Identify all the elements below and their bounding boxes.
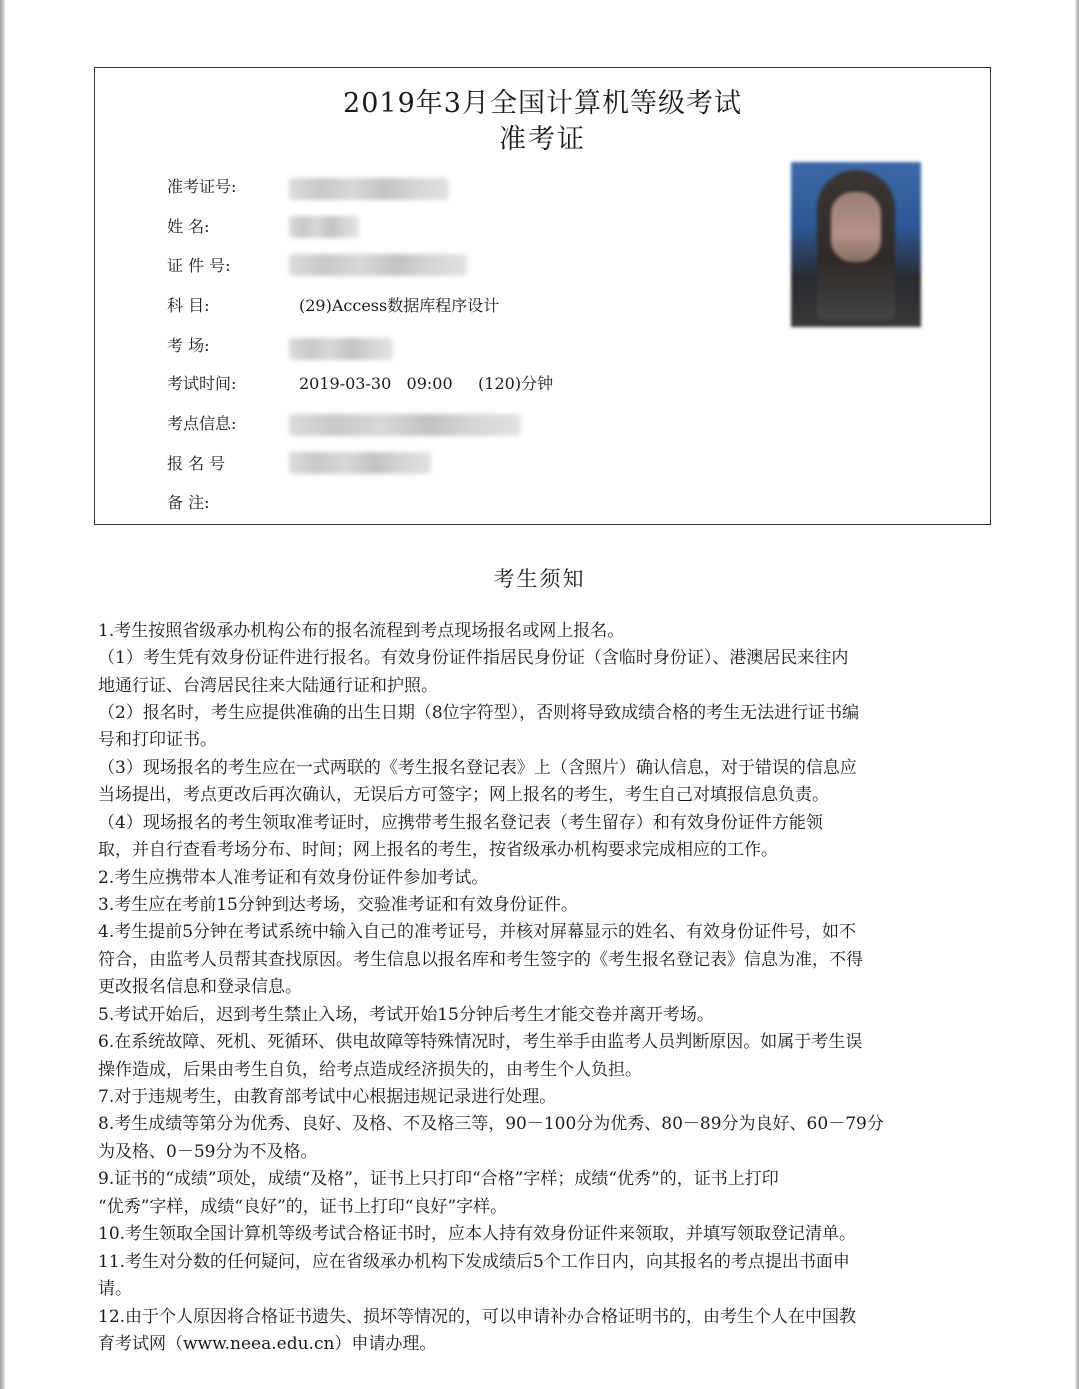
- notice-line: 地通行证、台湾居民往来大陆通行证和护照。: [98, 676, 438, 696]
- field-label-subject: 科 目:: [167, 296, 210, 315]
- redacted-exam-room: [289, 338, 393, 360]
- notice-line: “优秀”字样，成绩“良好”的，证书上打印“良好”字样。: [98, 1197, 508, 1217]
- field-label-remarks: 备 注:: [167, 493, 210, 512]
- notice-line: 1.考生按照省级承办机构公布的报名流程到考点现场报名或网上报名。: [98, 621, 625, 641]
- field-label-registration-number: 报 名 号: [167, 454, 226, 473]
- field-label-name: 姓 名:: [167, 217, 210, 236]
- field-label-exam-time: 考试时间:: [167, 374, 237, 393]
- notice-line: 请。: [98, 1279, 132, 1299]
- admission-ticket: [94, 67, 991, 525]
- notice-line: 当场提出，考点更改后再次确认，无误后方可签字；网上报名的考生，考生自己对填报信息负责。: [98, 785, 829, 805]
- notice-line: 5.考试开始后，迟到考生禁止入场，考试开始15分钟后考生才能交卷并离开考场。: [98, 1005, 714, 1025]
- notice-line: 11.考生对分数的任何疑问，应在省级承办机构下发成绩后5个工作日内，向其报名的考点提出书面申: [98, 1252, 850, 1272]
- candidate-photo: [791, 162, 921, 327]
- notice-line: 6.在系统故障、死机、死循环、供电故障等特殊情况时，考生举手由监考人员判断原因。如属于考生误: [98, 1032, 863, 1052]
- notice-line: （4）现场报名的考生领取准考证时，应携带考生报名登记表（考生留存）和有效身份证件方能领: [98, 813, 823, 833]
- field-label-exam-room: 考 场:: [167, 336, 210, 355]
- field-label-exam-site: 考点信息:: [167, 414, 237, 433]
- ticket-title: 2019年3月全国计算机等级考试: [343, 88, 742, 119]
- field-label-ticket-number: 准考证号:: [167, 177, 237, 196]
- redacted-exam-site: [289, 414, 521, 436]
- redacted-registration-number: [289, 452, 431, 474]
- page-edge-left: [0, 0, 5, 1389]
- notice-line: 4.考生提前5分钟在考试系统中输入自己的准考证号，并核对屏幕显示的姓名、有效身份证件号，如不: [98, 922, 857, 942]
- notice-line: 8.考生成绩等第分为优秀、良好、及格、不及格三等，90－100分为优秀、80－89分为良好、60－79分: [98, 1114, 884, 1134]
- notice-line: 取，并自行查看考场分布、时间；网上报名的考生，按省级承办机构要求完成相应的工作。: [98, 840, 778, 860]
- notice-line: 10.考生领取全国计算机等级考试合格证书时，应本人持有效身份证件来领取，并填写领取登记清单。: [98, 1224, 857, 1244]
- notice-line: （1）考生凭有效身份证件进行报名。有效身份证件指居民身份证（含临时身份证）、港澳居民来往内: [98, 648, 849, 668]
- notice-line: 操作造成，后果由考生自负，给考点造成经济损失的，由考生个人负担。: [98, 1060, 642, 1080]
- redacted-id-number: [289, 254, 467, 276]
- redacted-name: [289, 216, 359, 238]
- notice-line: 号和打印证书。: [98, 730, 217, 750]
- notice-line: 12.由于个人原因将合格证书遗失、损坏等情况的，可以申请补办合格证明书的，由考生个人在中国教: [98, 1307, 857, 1327]
- notice-title: 考生须知: [493, 567, 586, 591]
- notice-line: （2）报名时，考生应提供准确的出生日期（8位字符型），否则将导致成绩合格的考生无法进行证书编: [98, 703, 860, 723]
- notice-line: 9.证书的“成绩”项处，成绩“及格”，证书上只打印“合格”字样；成绩“优秀”的，证书上打印: [98, 1169, 779, 1189]
- notice-line: 符合，由监考人员帮其查找原因。考生信息以报名库和考生签字的《考生报名登记表》信息为准，不得: [98, 950, 863, 970]
- notice-line: 更改报名信息和登录信息。: [98, 977, 302, 997]
- ticket-subtitle: 准考证: [499, 124, 586, 155]
- redacted-ticket-number: [289, 178, 449, 200]
- notice-line: 7.对于违规考生，由教育部考试中心根据违规记录进行处理。: [98, 1087, 557, 1107]
- notice-line: 2.考生应携带本人准考证和有效身份证件参加考试。: [98, 868, 489, 888]
- field-label-id-number: 证 件 号:: [167, 256, 231, 275]
- notice-line: （3）现场报名的考生应在一式两联的《考生报名登记表》上（含照片）确认信息，对于错误的信息应: [98, 758, 857, 778]
- field-value-exam-time: 2019-03-30 09:00 (120)分钟: [299, 374, 554, 393]
- field-value-subject: (29)Access数据库程序设计: [299, 296, 500, 315]
- notice-line: 3.考生应在考前15分钟到达考场，交验准考证和有效身份证件。: [98, 895, 578, 915]
- notice-line: 为及格、0－59分为不及格。: [98, 1142, 318, 1162]
- page-edge-right: [1075, 0, 1079, 1389]
- notice-line: 育考试网（www.neea.edu.cn）申请办理。: [98, 1334, 437, 1354]
